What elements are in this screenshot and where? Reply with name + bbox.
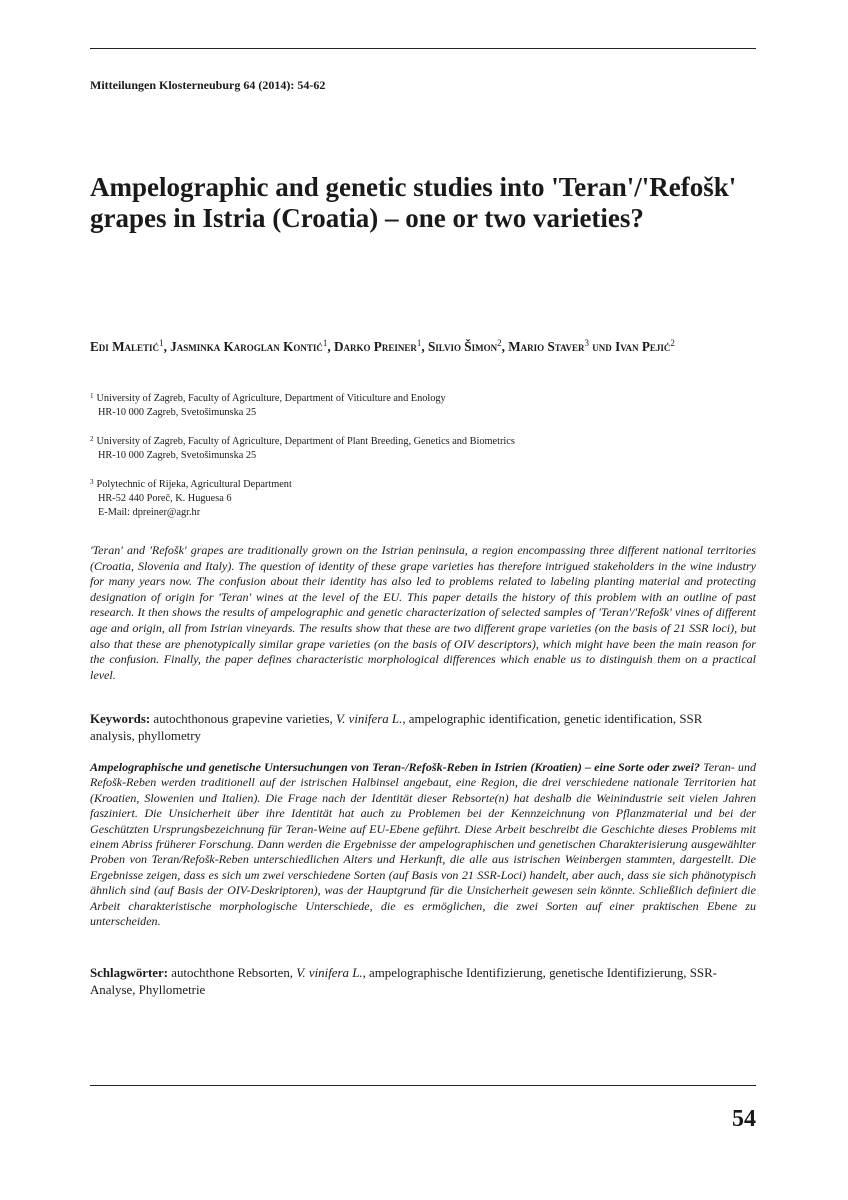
keywords-german bbox=[90, 965, 730, 999]
abstract-english: 'Teran' and 'Refošk' grapes are traditionally grown on the Istrian peninsula, a region encompassing three different national territories (Croatia, Slovenia and Italy). The question of identity of these grape varieties has therefore intrigued stakeholders in the wine industry for many years now. The confusion about their identity has also led to problems related to labeling planting material and protecting designation of origin for 'Teran' wines at the level of the EU. This paper details the history of this problem with an outline of past research. It then shows the results of ampelographic and genetic characterization of selected samples of 'Teran'/'Refošk' vines of different age and origin, all from Istrian vineyards. The results show that these are two different grape varieties (on the basis of 21 SSR loci), but also that these are phenotypically similar grape varieties (on the basis of OIV descriptors), which might have been the main reason for the confusion. Finally, the paper defines characteristic morphological differences which enable us to distinguish them on a practical level. bbox=[90, 543, 756, 682]
page-number: 54 bbox=[732, 1106, 756, 1132]
author-name: Edi Maletić bbox=[90, 339, 160, 354]
footer-rule bbox=[90, 1085, 756, 1086]
author-name: Jasminka Karoglan Kontić bbox=[170, 339, 323, 354]
keywords-text: , ampelographic identification, genetic identification, SSR analysis, phyllometry bbox=[90, 712, 703, 743]
journal-citation: Mitteilungen Klosterneuburg 64 (2014): 54-62 bbox=[90, 78, 326, 92]
author-name: Ivan Pejić bbox=[615, 339, 671, 354]
author-affiliation-mark: 1 bbox=[159, 338, 164, 348]
author-affiliation-mark: 1 bbox=[416, 338, 422, 348]
keywords-text: autochthone Rebsorten, bbox=[168, 966, 297, 980]
author-affiliation-mark: 3 bbox=[584, 338, 589, 348]
author-separator: , bbox=[327, 339, 334, 354]
author-list bbox=[90, 333, 760, 357]
author-affiliation-mark: 1 bbox=[322, 338, 328, 348]
keywords-text: , ampelographische Identifizierung, genetische Identifizierung, SSR-Analyse, Phyllometrie bbox=[90, 966, 717, 997]
affiliation-number: 3 bbox=[90, 478, 94, 486]
keywords-label: Schlagwörter: bbox=[90, 966, 169, 980]
keywords-label: Keywords: bbox=[90, 712, 151, 726]
affiliation-number: 2 bbox=[90, 435, 94, 443]
affiliation bbox=[90, 389, 730, 420]
keywords-species: V. vinifera L. bbox=[296, 966, 363, 980]
german-abstract-text: Teran- und Refošk-Reben werden traditionell auf der istrischen Halbinsel angebaut, eine Region, die drei verschiedene nationale Territorien hat (Kroatien, Slowenien und Italien). Die Frage nach der Identität dieser Rebsorte(n) hat deshalb die Weinindustrie seit vielen Jahren fasziniert. Die Unsicherheit über ihre Identität hat auch zu Problemen bei der Kennzeichnung von Pflanzmaterial und bei der Geschützten Ursprungsbezeichnung für Teran-Weine auf EU-Ebene geführt. Diese Arbeit beschreibt die Geschichte dieses Problems mit einem Abriss früherer Forschung. Dann werden die Ergebnisse der ampelographischen und genetischen Charakterisierung ausgewählter Proben von Teran/Refošk-Reben unterschiedlichen Alters und Herkunft, die alle aus istrischen Weinbergen stammten, dargestellt. Die Ergebnisse zeigen, dass es sich um zwei verschiedene Sorten (auf Basis von 21 SSR-Loci) handelt, aber auch, dass sie sich phänotypisch ähnlich sind (auf Basis der OIV-Deskriptoren), was der Hauptgrund für die Unsicherheit gewesen sein könnte. Schließlich definiert die Arbeit charakteristische morphologische Unterschiede, die es ermöglichen, die zwei Sorten auf einer praktischen Ebene zu unterscheiden. bbox=[90, 760, 757, 929]
author-name: Silvio Šimon bbox=[427, 339, 498, 354]
keywords-species: V. vinifera L. bbox=[335, 712, 403, 726]
affiliation-institution: University of Zagreb, Faculty of Agriculture, Department of Viticulture and Enology bbox=[96, 393, 446, 404]
author-separator: , bbox=[501, 339, 509, 354]
article-title: Ampelographic and genetic studies into 'Teran'/'Refošk' grapes in Istria (Croatia) – one or two varieties? bbox=[90, 172, 737, 233]
abstract-german bbox=[90, 760, 756, 929]
author-affiliation-mark: 2 bbox=[670, 338, 675, 348]
author-name: Mario Staver bbox=[508, 339, 585, 354]
affiliation-address: HR-52 440 Poreč, K. Huguesa 6 bbox=[98, 493, 232, 504]
author-affiliation-mark: 2 bbox=[497, 338, 502, 348]
affiliation-address: HR-10 000 Zagreb, Svetošimunska 25 bbox=[98, 407, 257, 418]
author-name: Darko Preiner bbox=[333, 339, 417, 354]
keywords-text: autochthonous grapevine varieties, bbox=[150, 712, 336, 726]
author-separator: , bbox=[163, 339, 171, 354]
affiliation-email: E-Mail: dpreiner@agr.hr bbox=[98, 507, 201, 518]
affiliation-institution: University of Zagreb, Faculty of Agriculture, Department of Plant Breeding, Genetics and Biometrics bbox=[96, 436, 515, 447]
header-rule bbox=[90, 48, 756, 49]
german-title: Ampelographische und genetische Untersuchungen von Teran-/Refošk-Reben in Istrien (Kroatien) – eine Sorte oder zwei? bbox=[90, 760, 700, 774]
keywords-english bbox=[90, 711, 730, 745]
affiliation-number: 1 bbox=[90, 392, 94, 400]
author-separator: und bbox=[588, 339, 616, 354]
affiliation bbox=[90, 475, 730, 520]
affiliation bbox=[90, 432, 730, 463]
affiliation-address: HR-10 000 Zagreb, Svetošimunska 25 bbox=[98, 450, 257, 461]
author-separator: , bbox=[421, 339, 428, 354]
affiliation-institution: Polytechnic of Rijeka, Agricultural Department bbox=[96, 479, 292, 490]
